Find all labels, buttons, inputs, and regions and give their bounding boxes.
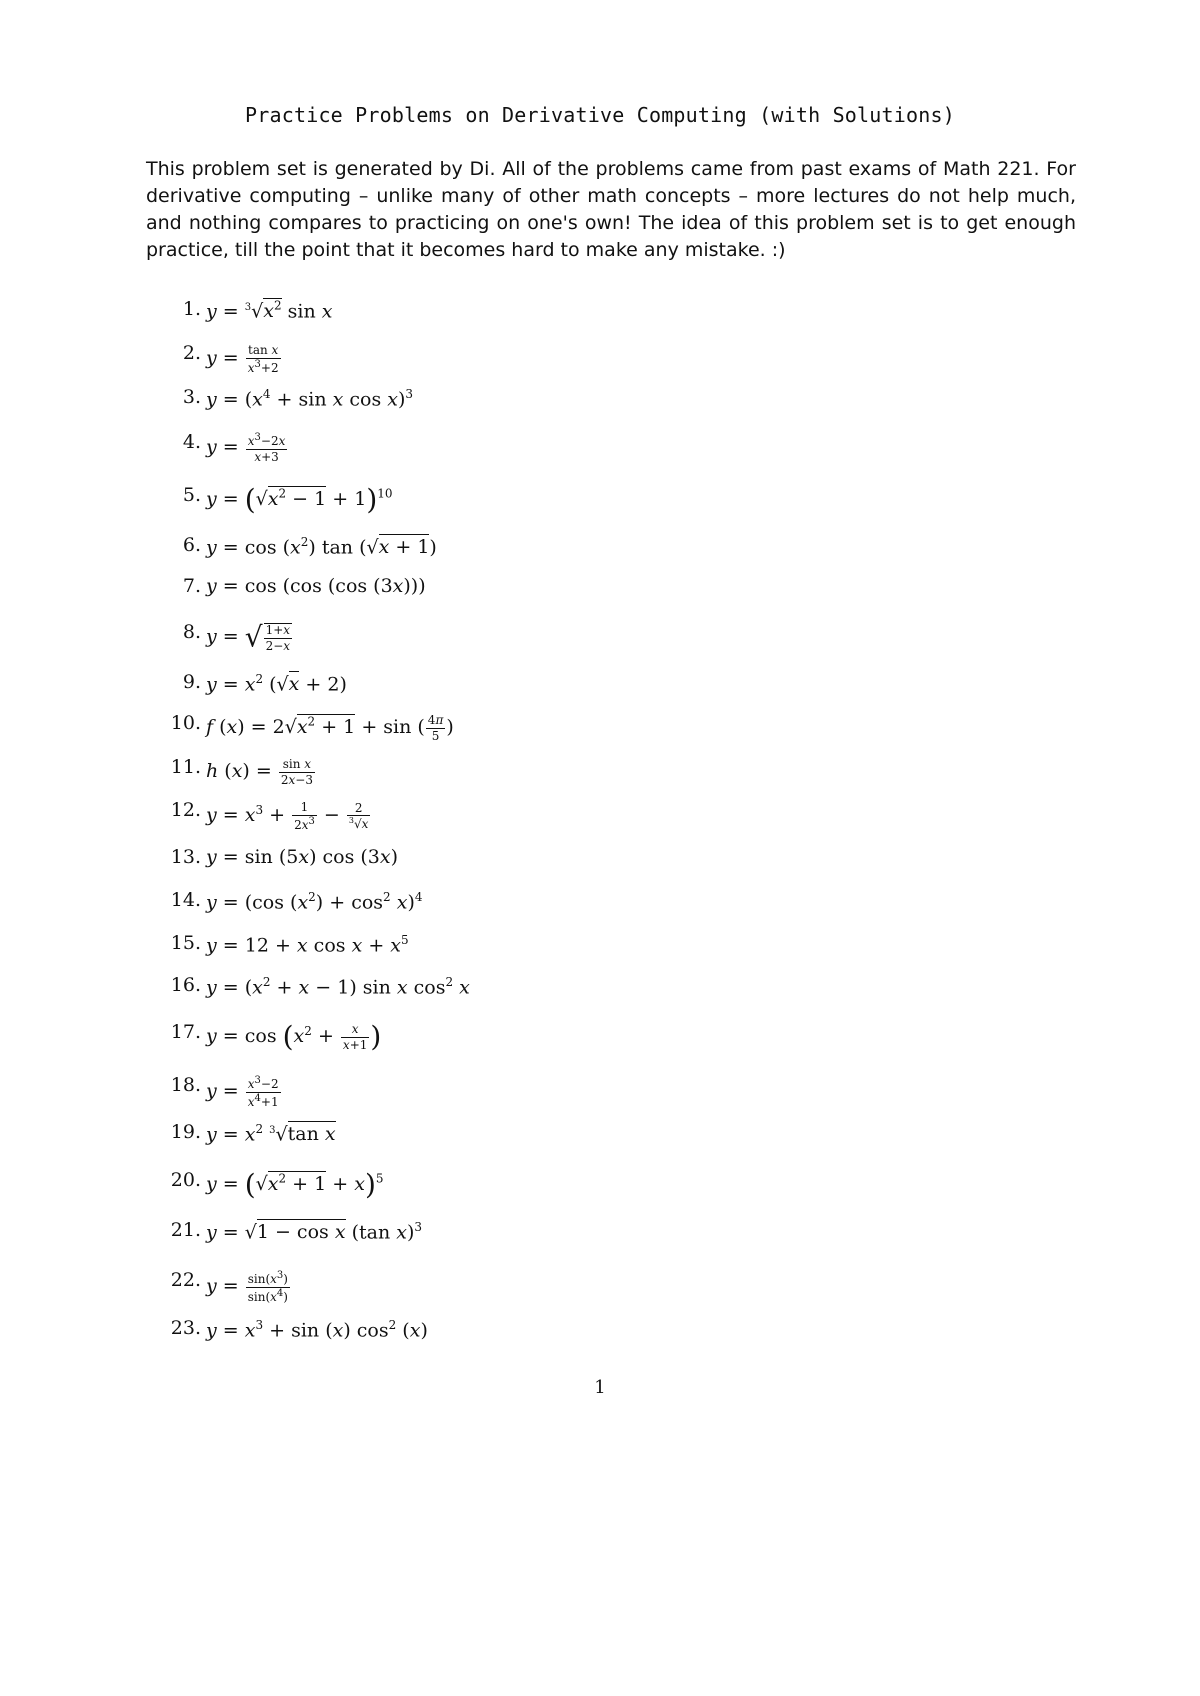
- problem-expression: f $(x) = 2√x^2 + 1 + \sin$ ( $\frac{4\pi}{5}$ ): [206, 713, 454, 743]
- problem-expression: y = √1 − cos x (tan x)$^3$: [206, 1220, 423, 1244]
- problem-expression: $y = \cos (x^2)$ tan (√x + 1): [206, 535, 437, 559]
- problem-expression: $y = x^2$ $^3$√tan x: [206, 1122, 336, 1146]
- problem-number: 21.: [170, 1219, 201, 1241]
- problem-expression: $y = x^2$ (√x + 2): [206, 672, 347, 696]
- page-number: 1: [594, 1377, 606, 1398]
- problem-expression: $y = \cos (x^2$ + $\frac{x}{x+1}$ ): [206, 1020, 382, 1054]
- problem-number: 5.: [182, 484, 201, 506]
- problem-number: 2.: [182, 342, 201, 364]
- problem-number: 19.: [170, 1121, 201, 1143]
- problem-number: 18.: [170, 1074, 201, 1096]
- problem-number: 7.: [182, 575, 201, 597]
- problem-number: 20.: [170, 1169, 201, 1191]
- problem-expression: $y = (x^4 + \sin x$ cos x)$^3$: [206, 387, 414, 411]
- problem-number: 3.: [182, 386, 201, 408]
- problem-number: 9.: [182, 671, 201, 693]
- problem-number: 4.: [182, 431, 201, 453]
- problem-expression: y = $\frac{x^3-2x}{x+3}$: [206, 432, 286, 464]
- problem-expression: y = $\frac{\sin(x^3)}{\sin(x^4)}$: [206, 1270, 288, 1304]
- intro-paragraph: [146, 156, 1076, 264]
- problem-number: 11.: [170, 756, 201, 778]
- problem-number: 12.: [170, 799, 201, 821]
- problem-number: 6.: [182, 534, 201, 556]
- problem-number: 10.: [170, 712, 201, 734]
- problem-expression: y = sin (5x) cos (3x): [206, 846, 399, 868]
- problem-expression: y = √ $\frac{1+x}{2-x}$: [206, 620, 291, 654]
- problem-number: 22.: [170, 1269, 201, 1291]
- problem-expression: y = $\frac{x^3-2}{x^4+1}$: [206, 1075, 279, 1109]
- problem-number: 16.: [170, 974, 201, 996]
- problem-number: 8.: [182, 621, 201, 643]
- problem-expression: $y = x^3 + \sin (x)$ $\cos^2 (x)$: [206, 1318, 428, 1342]
- problem-expression: $y = ^3√x^2$ sin x: [206, 299, 333, 323]
- problem-expression: y = cos (cos (cos (3x))): [206, 575, 426, 597]
- problem-expression: y = (cos $(x^2) + \cos^2 x)^4$: [206, 890, 423, 914]
- problem-number: 13.: [170, 846, 201, 868]
- problem-expression: $y = (x^2 + x - 1)$ sin x $\cos^2 x$: [206, 975, 470, 999]
- problem-expression: $y = (√x^2 + 1 + x)^5$: [206, 1168, 384, 1201]
- problem-number: 15.: [170, 932, 201, 954]
- intro-text: This problem set is generated by Di. All of the problems came from past exams of Math 221. For derivative computing – unlike many of other math concepts – more lectures do not help much, and nothing compares to practicing on one's own! The idea of this problem set is to get enough practice, till the point that it becomes hard to make any mistake. :): [146, 158, 1076, 261]
- problem-number: 17.: [170, 1021, 201, 1043]
- page-title: Practice Problems on Derivative Computing (with Solutions): [245, 103, 955, 127]
- problem-expression: $y = (√x^2 - 1 + 1)^{10}$: [206, 483, 393, 516]
- problem-number: 23.: [170, 1317, 201, 1339]
- problem-number: 1.: [182, 298, 201, 320]
- problem-expression: $y = x^3$ + $\frac{1}{2x^3}$ − $\frac{2}{^3√x}$: [206, 800, 369, 832]
- problem-expression: y = $\frac{\text{tan x}}{x^3+2}$: [206, 343, 279, 375]
- problem-expression: y = 12 + x $\cos x + x^5$: [206, 933, 409, 957]
- problem-expression: h (x) = $\frac{\text{sin x}}{2x-3}$: [206, 757, 313, 787]
- problem-number: 14.: [170, 889, 201, 911]
